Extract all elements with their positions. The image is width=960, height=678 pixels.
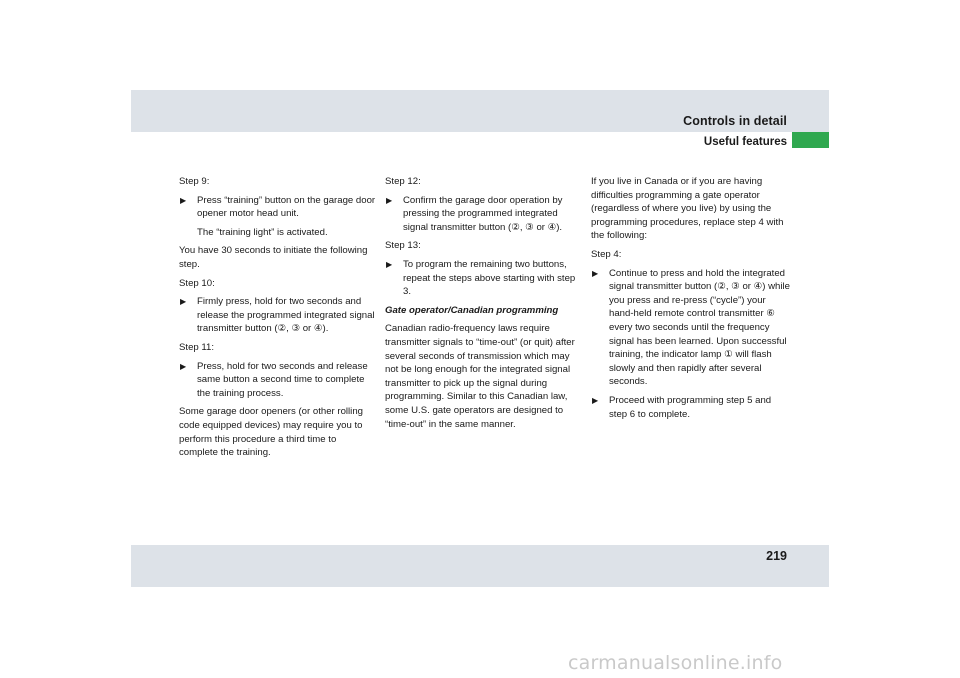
right-triangle-icon: ▶ (386, 259, 393, 269)
instruction-item (591, 267, 791, 389)
column-2 (385, 175, 581, 436)
page-number: 219 (766, 549, 787, 563)
right-triangle-icon: ▶ (592, 395, 599, 405)
instruction-note: The “training light” is activated. (197, 226, 328, 238)
step-label: Step 10: (179, 277, 215, 289)
step-label: Step 4: (591, 248, 622, 260)
instruction-item (385, 194, 581, 235)
right-triangle-icon: ▶ (386, 195, 393, 205)
paragraph: Some garage door openers (or other rolling code equipped devices) may require you to perform this procedure a third time to complete the training. (179, 406, 363, 459)
paragraph: You have 30 seconds to initiate the following step. (179, 245, 368, 270)
watermark: carmanualsonline.info (568, 652, 783, 674)
instruction-text: To program the remaining two buttons, repeat the steps above starting with step 3. (403, 258, 576, 298)
instruction-text: Proceed with programming step 5 and step 6 to complete. (609, 394, 772, 420)
instruction-item (591, 394, 791, 421)
paragraph: Canadian radio-frequency laws require transmitter signals to “time-out” (or quit) after several seconds of transmission which may not be long enough for the integrated signal transmitter to pick up the signal during programming. Similar to this Canadian law, some U.S. gate operators are designed to “time-out” in the same manner. (385, 323, 575, 430)
step-label: Step 13: (385, 240, 421, 252)
instruction-text: Press, hold for two seconds and release same button a second time to complete the training process. (197, 360, 368, 399)
right-triangle-icon: ▶ (592, 268, 599, 278)
paragraph: If you live in Canada or if you are having difficulties programming a gate operator (regardless of where you live) by using the programming procedures, replace step 4 with the following: (591, 176, 784, 242)
subsection-title: Useful features (703, 136, 787, 148)
right-triangle-icon: ▶ (180, 195, 187, 205)
footer-band (131, 545, 829, 587)
step-label: Step 12: (385, 176, 421, 187)
instruction-item (179, 360, 377, 401)
instruction-text: Confirm the garage door operation by pressing the programmed integrated signal transmitter button (②, ③ or ④). (403, 194, 563, 233)
instruction-item (179, 194, 377, 221)
instruction-text: Continue to press and hold the integrated signal transmitter button (②, ③ or ④) while you press and re-press (“cycle”) your hand-held remote control transmitter ⑥ every two seconds until the frequency signal has been learned. Upon successful training, the indicator lamp ① will flash slowly and then rapidly after several seconds. (609, 267, 790, 388)
right-triangle-icon: ▶ (180, 361, 187, 371)
instruction-text: Firmly press, hold for two seconds and release the programmed integrated signal transmitter button (②, ③ or ④). (197, 296, 375, 335)
step-label: Step 9: (179, 176, 210, 187)
instruction-item (179, 295, 377, 336)
section-marker-tab (792, 132, 829, 148)
column-3 (591, 175, 791, 426)
step-label: Step 11: (179, 341, 215, 353)
section-title: Controls in detail (683, 114, 787, 128)
instruction-text: Press “training” button on the garage door opener motor head unit. (197, 194, 376, 220)
right-triangle-icon: ▶ (180, 297, 187, 307)
subheading: Gate operator/Canadian programming (385, 304, 559, 316)
column-1 (179, 175, 377, 465)
instruction-item (385, 258, 581, 299)
